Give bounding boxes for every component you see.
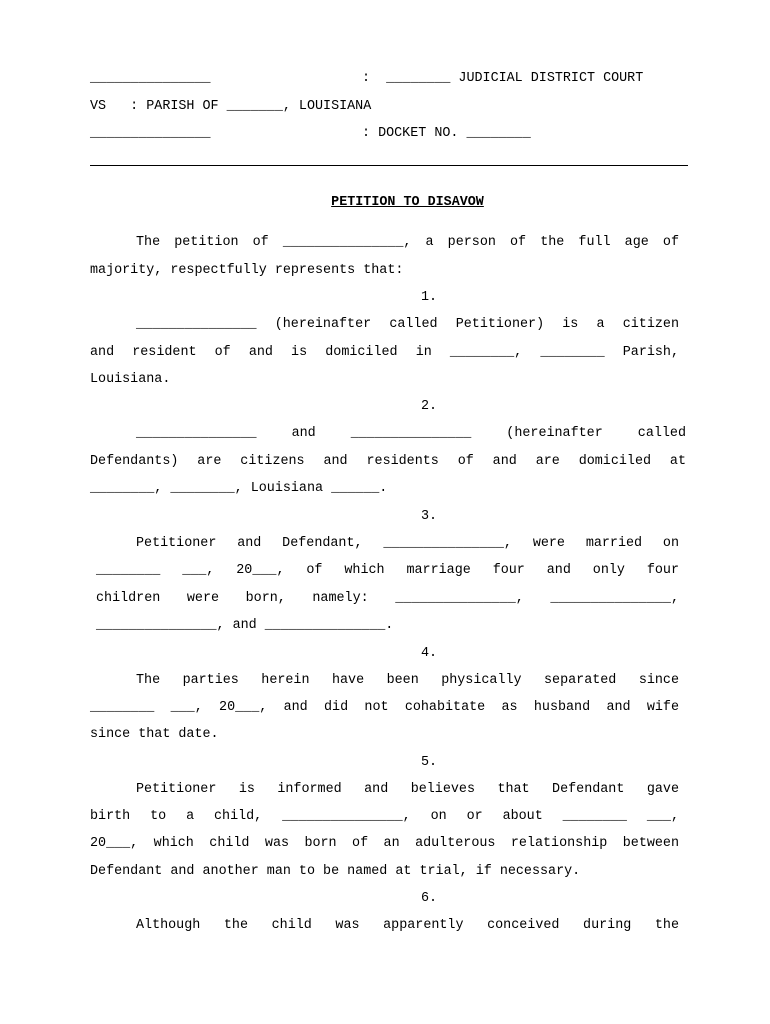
section-5-line-2: birth to a child, _______________, on or about ________ ___,	[90, 809, 679, 824]
section-3-line-3: children were born, namely: _______________, _______________,	[96, 591, 679, 606]
section-2-line-1: _______________ and _______________ (hereinafter called	[136, 426, 686, 441]
section-number-1: 1.	[421, 290, 438, 305]
section-1-line-3: Louisiana.	[90, 372, 171, 387]
section-3-line-2: ________ ___, 20___, of which marriage four and only four	[96, 563, 679, 578]
section-number-2: 2.	[421, 399, 438, 414]
versus-parish: VS : PARISH OF _______, LOUISIANA	[90, 99, 372, 114]
section-5-line-1: Petitioner is informed and believes that Defendant gave	[136, 782, 679, 797]
document-title: PETITION TO DISAVOW	[331, 195, 484, 210]
section-4-line-3: since that date.	[90, 727, 219, 742]
intro-line-1: The petition of _______________, a person of the full age of	[136, 235, 679, 250]
section-2-line-2: Defendants) are citizens and residents of and are domiciled at	[90, 454, 686, 469]
section-6-line-1: Although the child was apparently conceived during the	[136, 918, 679, 933]
defendant-name-blank: _______________	[90, 126, 211, 141]
section-1-line-1: _______________ (hereinafter called Petitioner) is a citizen	[136, 317, 679, 332]
section-number-4: 4.	[421, 646, 438, 661]
section-1-line-2: and resident of and is domiciled in ________, ________ Parish,	[90, 345, 679, 360]
section-number-5: 5.	[421, 755, 438, 770]
court-name: : ________ JUDICIAL DISTRICT COURT	[362, 71, 644, 86]
docket-number: : DOCKET NO. ________	[362, 126, 531, 141]
section-4-line-1: The parties herein have been physically separated since	[136, 673, 679, 688]
section-5-line-4: Defendant and another man to be named at trial, if necessary.	[90, 864, 581, 879]
plaintiff-name-blank: _______________	[90, 71, 211, 86]
section-3-line-1: Petitioner and Defendant, _______________, were married on	[136, 536, 679, 551]
section-number-6: 6.	[421, 891, 438, 906]
section-4-line-2: ________ ___, 20___, and did not cohabitate as husband and wife	[90, 700, 679, 715]
section-3-line-4: _______________, and _______________.	[96, 618, 394, 633]
section-number-3: 3.	[421, 509, 438, 524]
section-2-line-3: ________, ________, Louisiana ______.	[90, 481, 388, 496]
caption-divider	[90, 165, 688, 166]
intro-line-2: majority, respectfully represents that:	[90, 263, 404, 278]
section-5-line-3: 20___, which child was born of an adulterous relationship between	[90, 836, 679, 851]
